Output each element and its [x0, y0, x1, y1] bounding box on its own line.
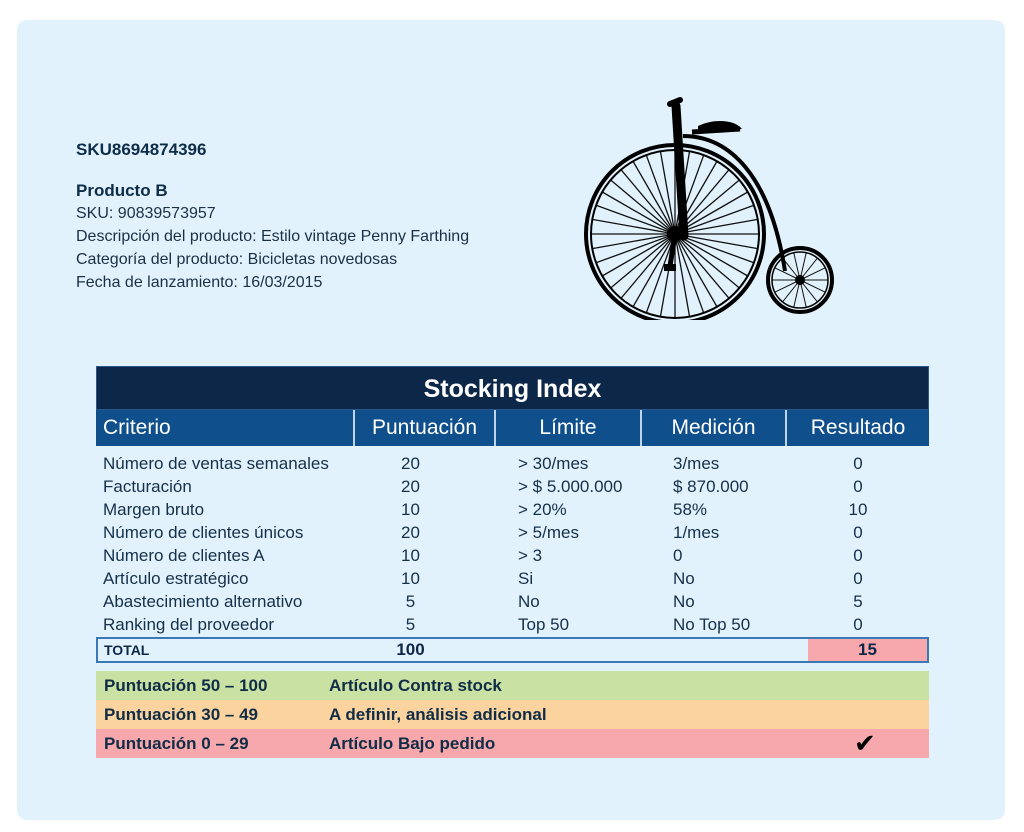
table-header — [96, 410, 929, 446]
product-name: Producto B — [76, 181, 168, 200]
table-row — [96, 590, 929, 613]
cell-limite: > 30/mes — [518, 454, 589, 473]
cell-limite: > $ 5.000.000 — [518, 477, 623, 496]
cell-medicion: 3/mes — [673, 454, 720, 473]
sku-header: SKU8694874396 — [76, 140, 207, 159]
cell-limite: Top 50 — [518, 615, 570, 634]
cell-limite: No — [518, 592, 540, 611]
table-body — [96, 446, 929, 636]
index-title: Stocking Index — [96, 366, 929, 410]
table-row — [96, 475, 929, 498]
table-row — [96, 613, 929, 636]
cell-puntuacion: 20 — [401, 454, 420, 473]
header-resultado: Resultado — [810, 416, 906, 439]
score-legend — [96, 671, 929, 758]
cell-criterio: Ranking del proveedor — [103, 615, 275, 634]
cell-resultado: 0 — [853, 546, 863, 565]
cell-medicion: No — [673, 592, 695, 611]
product-sku: SKU: 90839573957 — [76, 205, 216, 222]
header-puntuacion: Puntuación — [355, 410, 496, 446]
cell-resultado: 0 — [853, 615, 863, 634]
table-row — [96, 567, 929, 590]
cell-resultado: 0 — [853, 477, 863, 496]
legend-row — [96, 729, 929, 758]
cell-limite: > 20% — [518, 500, 567, 519]
cell-medicion: No Top 50 — [673, 615, 751, 634]
cell-criterio: Artículo estratégico — [103, 569, 249, 588]
cell-criterio: Facturación — [103, 477, 192, 496]
table-row — [96, 452, 929, 475]
table-row — [96, 544, 929, 567]
cell-resultado: 5 — [853, 592, 863, 611]
cell-puntuacion: 20 — [401, 523, 420, 542]
total-row — [96, 637, 929, 663]
table-row — [96, 521, 929, 544]
cell-medicion: $ 870.000 — [673, 477, 749, 496]
cell-criterio: Margen bruto — [103, 500, 205, 519]
cell-limite: > 3 — [518, 546, 543, 565]
cell-resultado: 0 — [853, 523, 863, 542]
product-launch-date: Fecha de lanzamiento: 16/03/2015 — [76, 274, 323, 291]
legend-range: Puntuación 30 – 49 — [104, 705, 258, 724]
legend-meaning: A definir, análisis adicional — [329, 705, 547, 724]
cell-limite: > 5/mes — [518, 523, 579, 542]
cell-medicion: 1/mes — [673, 523, 720, 542]
cell-medicion: No — [673, 569, 695, 588]
header-criterio: Criterio — [96, 410, 355, 446]
cell-resultado: 10 — [848, 500, 868, 519]
legend-meaning: Artículo Contra stock — [329, 676, 502, 695]
stocking-index-table — [96, 366, 929, 663]
cell-resultado: 0 — [853, 569, 863, 588]
legend-range: Puntuación 0 – 29 — [104, 734, 249, 753]
cell-criterio: Número de clientes A — [103, 546, 265, 565]
header-limite: Límite — [496, 410, 642, 446]
total-result: 15 — [808, 639, 927, 661]
total-label: TOTAL — [104, 642, 150, 658]
legend-row — [96, 700, 929, 729]
penny-farthing-bicycle-icon — [580, 96, 842, 320]
cell-medicion: 58% — [673, 500, 708, 519]
cell-resultado: 0 — [853, 454, 863, 473]
product-info — [76, 140, 486, 294]
cell-puntuacion: 10 — [401, 569, 420, 588]
legend-row — [96, 671, 929, 700]
cell-puntuacion: 5 — [405, 592, 416, 611]
cell-puntuacion: 10 — [401, 500, 420, 519]
cell-criterio: Número de ventas semanales — [103, 454, 329, 473]
cell-medicion: 0 — [673, 546, 683, 565]
header-medicion: Medición — [642, 410, 787, 446]
cell-puntuacion: 5 — [405, 615, 416, 634]
cell-limite: Si — [518, 569, 534, 588]
legend-meaning: Artículo Bajo pedido — [329, 734, 496, 753]
cell-criterio: Abastecimiento alternativo — [103, 592, 303, 611]
legend-range: Puntuación 50 – 100 — [104, 676, 268, 695]
product-description: Descripción del producto: Estilo vintage Penny Farthing — [76, 228, 470, 245]
cell-puntuacion: 10 — [401, 546, 420, 565]
total-score: 100 — [396, 640, 425, 659]
table-row — [96, 498, 929, 521]
cell-puntuacion: 20 — [401, 477, 420, 496]
product-category: Categoría del producto: Bicicletas novedosas — [76, 251, 398, 268]
cell-criterio: Número de clientes únicos — [103, 523, 304, 542]
checkmark-icon: ✔ — [854, 728, 876, 758]
